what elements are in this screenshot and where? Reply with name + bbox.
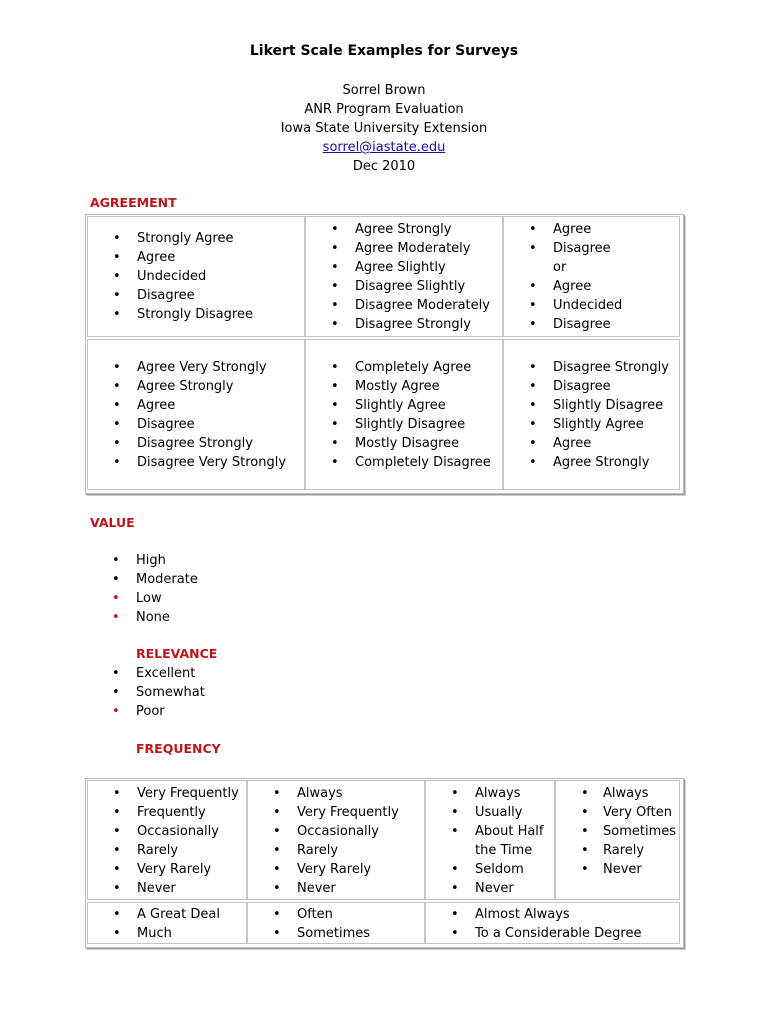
frequency-cell <box>425 902 680 944</box>
list-item: • Agree Strongly <box>88 377 304 396</box>
list-item: • Occasionally <box>248 822 424 841</box>
list-item: • Rarely <box>88 841 246 860</box>
list-item: • Slightly Disagree <box>306 415 502 434</box>
list-item: • Disagree <box>504 315 679 334</box>
list-item: • Often <box>248 905 424 924</box>
list-item: • Disagree Slightly <box>306 277 502 296</box>
value-list <box>87 551 198 627</box>
list-item: • Agree <box>504 277 679 296</box>
frequency-heading: FREQUENCY <box>136 741 221 756</box>
author-block <box>0 81 768 176</box>
list-item: • None <box>87 608 198 627</box>
list-item: • Never <box>248 879 424 898</box>
list-item: • Disagree Strongly <box>306 315 502 334</box>
relevance-heading: RELEVANCE <box>136 646 218 661</box>
agreement-heading: AGREEMENT <box>90 195 177 210</box>
author-program: ANR Program Evaluation <box>304 102 464 117</box>
list-item: • Somewhat <box>87 683 205 702</box>
list-item: • Agree <box>88 248 304 267</box>
list-item: • Mostly Disagree <box>306 434 502 453</box>
frequency-cell <box>555 780 680 900</box>
list-item: • Agree <box>504 434 679 453</box>
list-item: • Agree <box>88 396 304 415</box>
agreement-cell <box>503 339 680 490</box>
list-item: • Undecided <box>88 267 304 286</box>
list-item: • A Great Deal <box>88 905 246 924</box>
list-item: or <box>553 260 567 275</box>
agreement-cell <box>503 216 680 337</box>
list-item: • Very Often <box>556 803 679 822</box>
list-item: • Rarely <box>248 841 424 860</box>
frequency-cell <box>87 902 247 944</box>
list-item: • Strongly Agree <box>88 229 304 248</box>
list-item: • Strongly Disagree <box>88 305 304 324</box>
list-item: • Disagree Very Strongly <box>88 453 304 472</box>
list-item: • About Half <box>426 822 554 841</box>
value-heading: VALUE <box>90 515 135 530</box>
list-item: • Completely Disagree <box>306 453 502 472</box>
list-item: • Agree Strongly <box>504 453 679 472</box>
list-item: • Seldom <box>426 860 554 879</box>
list-item: the Time <box>475 843 533 858</box>
list-item: • Agree Slightly <box>306 258 502 277</box>
author-date: Dec 2010 <box>352 159 416 174</box>
list-item: • Disagree <box>88 415 304 434</box>
agreement-cell <box>87 216 305 337</box>
list-item: • Slightly Agree <box>504 415 679 434</box>
list-item: • Excellent <box>87 664 205 683</box>
list-item: • Always <box>426 784 554 803</box>
list-item: • Poor <box>87 702 205 721</box>
frequency-cell <box>247 780 425 900</box>
list-item: • Very Frequently <box>88 784 246 803</box>
list-item: • Undecided <box>504 296 679 315</box>
list-item: • Disagree <box>88 286 304 305</box>
list-item: • High <box>87 551 198 570</box>
list-item: • Sometimes <box>248 924 424 943</box>
frequency-cell <box>87 780 247 900</box>
list-item: • Sometimes <box>556 822 679 841</box>
author-org: Iowa State University Extension <box>280 121 488 136</box>
list-item: • Disagree Moderately <box>306 296 502 315</box>
list-item: • Disagree <box>504 377 679 396</box>
list-item: • Mostly Agree <box>306 377 502 396</box>
list-item: • Never <box>88 879 246 898</box>
list-item: • Frequently <box>88 803 246 822</box>
list-item: • Very Rarely <box>88 860 246 879</box>
agreement-cell <box>305 216 503 337</box>
frequency-cell <box>247 902 425 944</box>
author-name: Sorrel Brown <box>342 83 426 98</box>
document-title: Likert Scale Examples for Surveys <box>249 43 519 59</box>
list-item: • Completely Agree <box>306 358 502 377</box>
list-item: • Rarely <box>556 841 679 860</box>
list-item: • Much <box>88 924 246 943</box>
agreement-cell <box>87 339 305 490</box>
list-item: • Low <box>87 589 198 608</box>
frequency-cell <box>425 780 555 900</box>
list-item: • Very Rarely <box>248 860 424 879</box>
list-item: • Usually <box>426 803 554 822</box>
relevance-list <box>87 664 205 721</box>
list-item: • Disagree Strongly <box>504 358 679 377</box>
list-item: • Agree <box>504 220 679 239</box>
list-item: • Agree Moderately <box>306 239 502 258</box>
list-item: • Agree Strongly <box>306 220 502 239</box>
list-item: • Moderate <box>87 570 198 589</box>
list-item: • Agree Very Strongly <box>88 358 304 377</box>
list-item: • Very Frequently <box>248 803 424 822</box>
list-item: • Slightly Agree <box>306 396 502 415</box>
list-item: • To a Considerable Degree <box>426 924 679 943</box>
list-item: • Always <box>556 784 679 803</box>
list-item: • Almost Always <box>426 905 679 924</box>
list-item: • Disagree <box>504 239 679 258</box>
list-item: • Slightly Disagree <box>504 396 679 415</box>
agreement-cell <box>305 339 503 490</box>
list-item: • Disagree Strongly <box>88 434 304 453</box>
list-item: • Occasionally <box>88 822 246 841</box>
list-item: • Never <box>426 879 554 898</box>
author-email-link[interactable]: sorrel@iastate.edu <box>322 140 446 155</box>
list-item: • Always <box>248 784 424 803</box>
list-item: • Never <box>556 860 679 879</box>
